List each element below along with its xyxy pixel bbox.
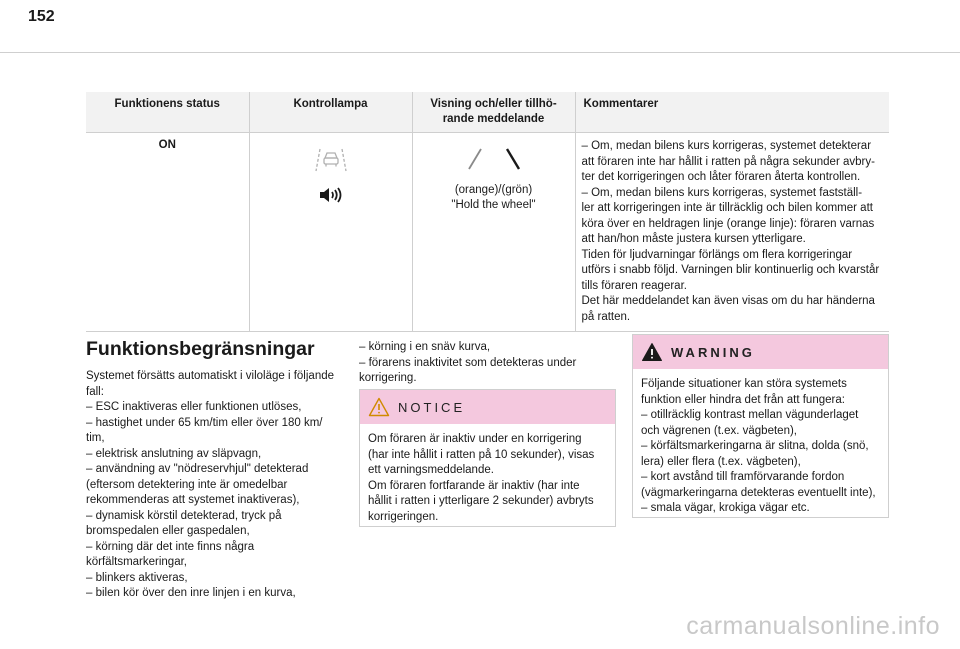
text-line: – blinkers aktiveras, [86, 571, 188, 584]
text-line: korrigering. [359, 372, 417, 384]
display-color-text: (orange)/(grön) [454, 184, 533, 196]
text-line: – användning av "nödreservhjul" detekterad [86, 463, 309, 475]
table-row [86, 133, 889, 332]
text-line: – körning där det inte finns några [86, 540, 255, 553]
warning-title: WARNING [671, 344, 755, 360]
comment-line: Tiden för ljudvarningar förlängs om flera korrigeringar [581, 248, 853, 261]
watermark: carmanualsonline.info [686, 612, 940, 640]
comment-line: ler att korrigeringen inte är tillräcklig och bilen kommer att [581, 202, 873, 214]
header-lamp: Kontrollampa [249, 92, 412, 133]
text-line: – kort avstånd till framförvarande fordon [641, 471, 845, 483]
status-cell: ON [86, 133, 249, 332]
text-line: – dynamisk körstil detekterad, tryck på [86, 509, 282, 522]
lamp-cell [249, 133, 412, 332]
text-line: Om föraren är inaktiv under en korrigering [368, 433, 582, 445]
warning-header [633, 335, 888, 369]
comment-line: tills föraren reagerar. [581, 279, 687, 292]
notice-box [359, 389, 616, 527]
text-line: och vägrenen (t.ex. vägbeten), [641, 424, 797, 437]
warning-triangle-outline-icon [368, 397, 390, 417]
comment-line: att föraren inte har hållit i ratten på några sekunder avbry- [581, 155, 875, 168]
warning-body [633, 369, 888, 525]
header-status: Funktionens status [86, 92, 249, 133]
text-line: (eftersom detektering inte är omedelbar [86, 478, 288, 491]
comment-line: – Om, medan bilens kurs korrigeras, systemet fastställ- [581, 186, 863, 199]
text-line: (har inte hållit i ratten på 10 sekunder), visas [368, 448, 595, 461]
comment-line: på ratten. [581, 310, 631, 323]
limitations-section [86, 338, 346, 602]
section-heading: Funktionsbegränsningar [86, 338, 315, 360]
limitations-list [86, 369, 346, 602]
comment-line: – Om, medan bilens kurs korrigeras, systemet detekterar [581, 140, 872, 152]
text-line: – körfältsmarkeringarna är slitna, dolda (snö, [641, 440, 869, 452]
table-header-row [86, 92, 889, 133]
notice-body [360, 424, 615, 533]
text-line: korrigeringen. [368, 510, 439, 523]
comment-line: ter det korrigeringen och låter föraren återta kontrollen. [581, 171, 861, 183]
text-line: Systemet försätts automatiskt i viloläge i följande [86, 370, 335, 382]
text-line: – körning i en snäv kurva, [359, 341, 491, 353]
comment-line: Det här meddelandet kan även visas om du har händerna [581, 295, 875, 307]
text-line: – smala vägar, krokiga vägar etc. [641, 502, 810, 514]
text-line: tim, [86, 432, 105, 444]
sound-alert-icon [318, 185, 344, 205]
text-line: Om föraren fortfarande är inaktiv (har inte [368, 479, 580, 492]
text-line: – elektrisk anslutning av släpvagn, [86, 447, 262, 460]
display-message-text: "Hold the wheel" [451, 199, 536, 211]
notice-title: NOTICE [398, 399, 466, 415]
text-line: – hastighet under 65 km/tim eller över 180 km/ [86, 416, 323, 429]
header-comment: Kommentarer [575, 92, 889, 133]
text-line: rekommenderas att systemet inaktiveras), [86, 494, 300, 506]
text-line: bromspedalen eller gaspedalen, [86, 525, 250, 537]
header-display-line: Visning och/eller tillhö- [430, 98, 557, 110]
text-line: lera) eller flera (t.ex. vägbeten), [641, 455, 801, 468]
text-line: hållit i ratten i ytterligare 2 sekunder) avbryts [368, 495, 594, 507]
text-line: fall: [86, 385, 104, 398]
comment-line: att han/hon måste justera kursen ytterligare. [581, 233, 806, 245]
text-line: ett varningsmeddelande. [368, 464, 494, 476]
page-number: 152 [28, 8, 55, 25]
warning-box [632, 334, 889, 518]
text-line: – bilen kör över den inre linjen i en kurva, [86, 587, 296, 599]
comment-line: utförs i snabb följd. Varningen blir kontinuerlig och kvarstår [581, 264, 880, 276]
limitations-continued [359, 340, 616, 387]
text-line: funktion eller hindra det från att fungera: [641, 393, 845, 406]
text-line: (vägmarkeringarna detekteras eventuellt inte), [641, 486, 876, 499]
text-line: – ESC inaktiveras eller funktionen utlöses, [86, 401, 302, 413]
header-display [412, 92, 575, 133]
text-line: körfältsmarkeringar, [86, 556, 187, 568]
comment-cell [575, 133, 889, 332]
lane-lines-icon [459, 143, 529, 173]
notice-header [360, 390, 615, 424]
text-line: Följande situationer kan störa systemets [641, 378, 847, 390]
text-line: – förarens inaktivitet som detekteras under [359, 356, 577, 369]
top-divider [0, 52, 960, 53]
comment-line: köra över en heldragen linje (orange linje): föraren varnas [581, 217, 875, 230]
header-display-line: rande meddelande [442, 113, 545, 125]
function-status-table [86, 92, 889, 332]
display-cell [412, 133, 575, 332]
lane-departure-lamp-icon [314, 145, 348, 173]
text-line: – otillräcklig kontrast mellan vägunderlaget [641, 409, 859, 421]
warning-triangle-filled-icon [641, 342, 663, 362]
